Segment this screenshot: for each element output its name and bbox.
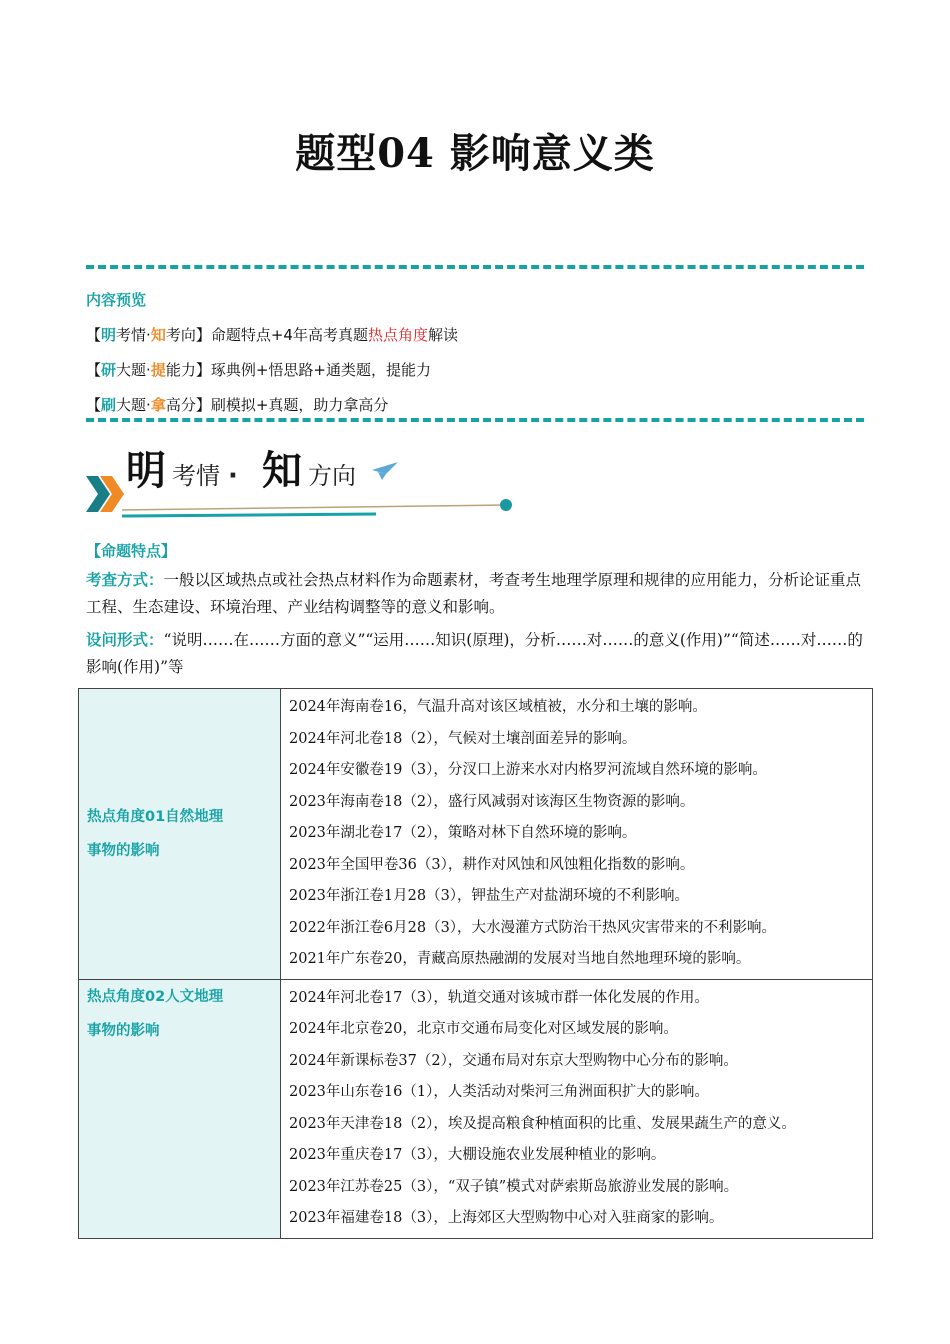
table-row bbox=[79, 979, 873, 1238]
list-item: 2023年天津卷18（2），埃及提高粮食种植面积的比重、发展果蔬生产的意义。 bbox=[289, 1115, 796, 1132]
items-cell-1 bbox=[281, 689, 873, 980]
hotspot-table bbox=[78, 688, 873, 1239]
list-item: 2024年北京卷20，北京市交通布局变化对区域发展的影响。 bbox=[289, 1021, 678, 1037]
dot-icon bbox=[500, 499, 512, 511]
list-item: 2023年海南卷18（2），盛行风减弱对该海区生物资源的影响。 bbox=[289, 793, 695, 810]
list-item: 2024年安徽卷19（3），分汊口上游来水对内格罗河流域自然环境的影响。 bbox=[289, 762, 767, 778]
banner-underline-2 bbox=[122, 514, 376, 516]
question-form: 设问形式：“说明……在……方面的意义”“运用……知识(原理)，分析……对……的意义(作用)”“简述……对……的影响(作用)”等 bbox=[86, 631, 863, 676]
items-cell-2 bbox=[281, 979, 873, 1238]
preview-heading: 内容预览 bbox=[86, 291, 147, 309]
section-heading: 【命题特点】 bbox=[86, 542, 177, 560]
paper-plane-icon bbox=[372, 462, 398, 480]
preview-line-2: 【研大题·提能力】琢典例+悟思路+通类题，提能力 bbox=[86, 361, 431, 379]
list-item: 2023年浙江卷1月28（3），钾盐生产对盐湖环境的不利影响。 bbox=[289, 888, 690, 904]
page-title: 题型04 影响意义类 bbox=[295, 130, 655, 177]
list-item: 2024年河北卷18（2），气候对土壤剖面差异的影响。 bbox=[289, 730, 637, 747]
list-item: 2022年浙江卷6月28（3），大水漫灌方式防治干热风灾害带来的不利影响。 bbox=[289, 919, 777, 936]
divider-bottom bbox=[86, 418, 864, 422]
angle-cell-2: 热点角度02人文地理 事物的影响 bbox=[79, 979, 281, 1238]
banner-dot: · bbox=[228, 461, 238, 491]
banner-text-2: 方向 bbox=[308, 462, 356, 490]
banner-underline bbox=[122, 505, 506, 510]
list-item: 2023年全国甲卷36（3），耕作对风蚀和风蚀粗化指数的影响。 bbox=[289, 856, 695, 873]
preview-line-3: 【刷大题·拿高分】刷模拟+真题，助力拿高分 bbox=[86, 396, 389, 414]
list-item: 2024年河北卷17（3），轨道交通对该城市群一体化发展的作用。 bbox=[289, 989, 709, 1006]
preview-line-1: 【明考情·知考向】命题特点+4年高考真题热点角度解读 bbox=[86, 326, 458, 344]
angle-cell-1: 热点角度01自然地理 事物的影响 bbox=[79, 689, 281, 980]
list-item: 2023年湖北卷17（2），策略对林下自然环境的影响。 bbox=[289, 825, 637, 841]
section-banner bbox=[86, 430, 516, 522]
divider-top bbox=[86, 265, 864, 269]
banner-text-1: 考情 bbox=[172, 462, 220, 490]
list-item: 2024年海南卷16，气温升高对该区域植被，水分和土壤的影响。 bbox=[289, 699, 707, 715]
banner-char-2: 知 bbox=[262, 447, 302, 494]
exam-method: 考查方式：一般以区域热点或社会热点材料作为命题素材，考查考生地理学原理和规律的应用能力，分析论证重点工程、生态建设、环境治理、产业结构调整等的意义和影响。 bbox=[86, 571, 862, 616]
list-item: 2023年山东卷16（1），人类活动对柴河三角洲面积扩大的影响。 bbox=[289, 1084, 709, 1100]
list-item: 2023年福建卷18（3），上海郊区大型购物中心对入驻商家的影响。 bbox=[289, 1210, 724, 1226]
list-item: 2024年新课标卷37（2），交通布局对东京大型购物中心分布的影响。 bbox=[289, 1052, 738, 1069]
list-item: 2021年广东卷20，青藏高原热融湖的发展对当地自然地理环境的影响。 bbox=[289, 951, 751, 967]
list-item: 2023年重庆卷17（3），大棚设施农业发展种植业的影响。 bbox=[289, 1147, 666, 1163]
banner-char-1: 明 bbox=[126, 447, 166, 494]
list-item: 2023年江苏卷25（3），“双子镇”模式对萨索斯岛旅游业发展的影响。 bbox=[289, 1178, 739, 1195]
table-row bbox=[79, 689, 873, 980]
